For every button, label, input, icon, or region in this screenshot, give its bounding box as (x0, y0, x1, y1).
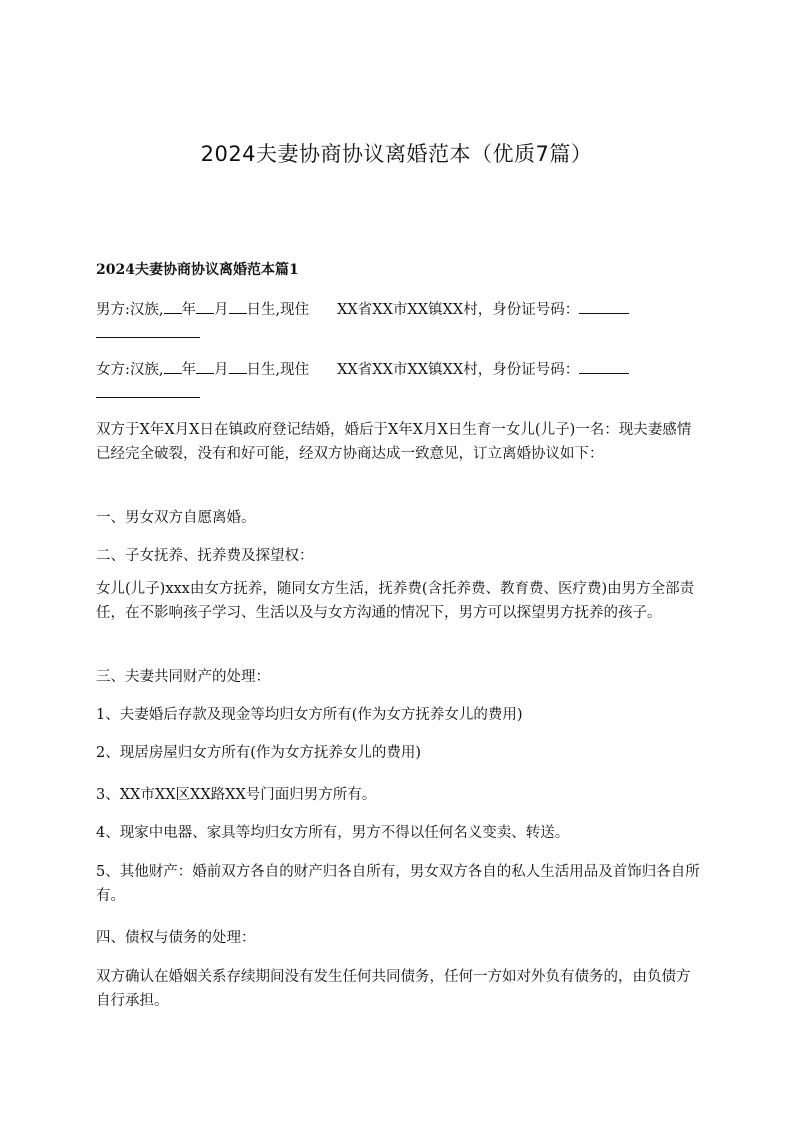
clause-divorce: 一、男女双方自愿离婚。 (96, 510, 256, 526)
male-prefix: 男方:汉族, (96, 302, 164, 318)
male-address: XX省XX市XX镇XX村，身份证号码： (337, 302, 580, 318)
male-year-label: 年 (181, 302, 196, 318)
section-heading: 2024夫妻协商协议离婚范本篇1 (96, 262, 299, 278)
female-id-blank (579, 359, 629, 374)
male-info-line (96, 298, 704, 322)
female-day-suffix: 日生,现住 (246, 362, 310, 378)
document-title: 2024夫妻协商协议离婚范本（优质7篇） (200, 142, 593, 166)
marriage-statement: 双方于X年X月X日在镇政府登记结婚，婚后于X年X月X日生育一女儿(儿子)一名：现夫妻感情已经完全破裂，没有和好可能，经双方协商达成一致意见，订立离婚协议如下： (96, 422, 692, 462)
property-item-1: 1、夫妻婚后存款及现金等均归女方所有(作为女方抚养女儿的费用) (96, 707, 523, 723)
property-item-2: 2、现居房屋归女方所有(作为女方抚养女儿的费用) (96, 745, 422, 761)
male-birth-day-blank (229, 299, 247, 314)
male-birth-month-blank (196, 299, 214, 314)
female-info-line (96, 358, 704, 382)
female-month-label: 月 (214, 362, 229, 378)
male-birth-year-blank (164, 299, 182, 314)
male-id-blank (579, 299, 629, 314)
female-year-label: 年 (181, 362, 196, 378)
female-id-blank-continued (96, 397, 200, 398)
male-month-label: 月 (214, 302, 229, 318)
female-address: XX省XX市XX镇XX村，身份证号码： (337, 362, 580, 378)
property-item-3: 3、XX市XX区XX路XX号门面归男方所有。 (96, 787, 377, 803)
clause-child-body: 女儿(儿子)xxx由女方抚养，随同女方生活，抚养费(含托养费、教育费、医疗费)由男方全部责任，在不影响孩子学习、生活以及与女方沟通的情况下，男方可以探望男方抚养的孩子。 (96, 581, 695, 621)
female-birth-month-blank (196, 359, 214, 374)
property-item-5: 5、其他财产：婚前双方各自的财产归各自所有，男女双方各自的私人生活用品及首饰归各自所有。 (96, 864, 700, 904)
clause-child-heading: 二、子女抚养、抚养费及探望权： (96, 548, 314, 564)
male-day-suffix: 日生,现住 (246, 302, 310, 318)
female-birth-day-blank (229, 359, 247, 374)
clause-property-heading: 三、夫妻共同财产的处理： (96, 669, 270, 685)
male-id-blank-continued (96, 337, 200, 338)
female-prefix: 女方:汉族, (96, 362, 164, 378)
female-birth-year-blank (164, 359, 182, 374)
clause-debt-body: 双方确认在婚姻关系存续期间没有发生任何共同债务，任何一方如对外负有债务的，由负债方自行承担。 (96, 969, 691, 1009)
property-item-4: 4、现家中电器、家具等均归女方所有，男方不得以任何名义变卖、转送。 (96, 825, 570, 841)
clause-debt-heading: 四、债权与债务的处理： (96, 930, 256, 946)
